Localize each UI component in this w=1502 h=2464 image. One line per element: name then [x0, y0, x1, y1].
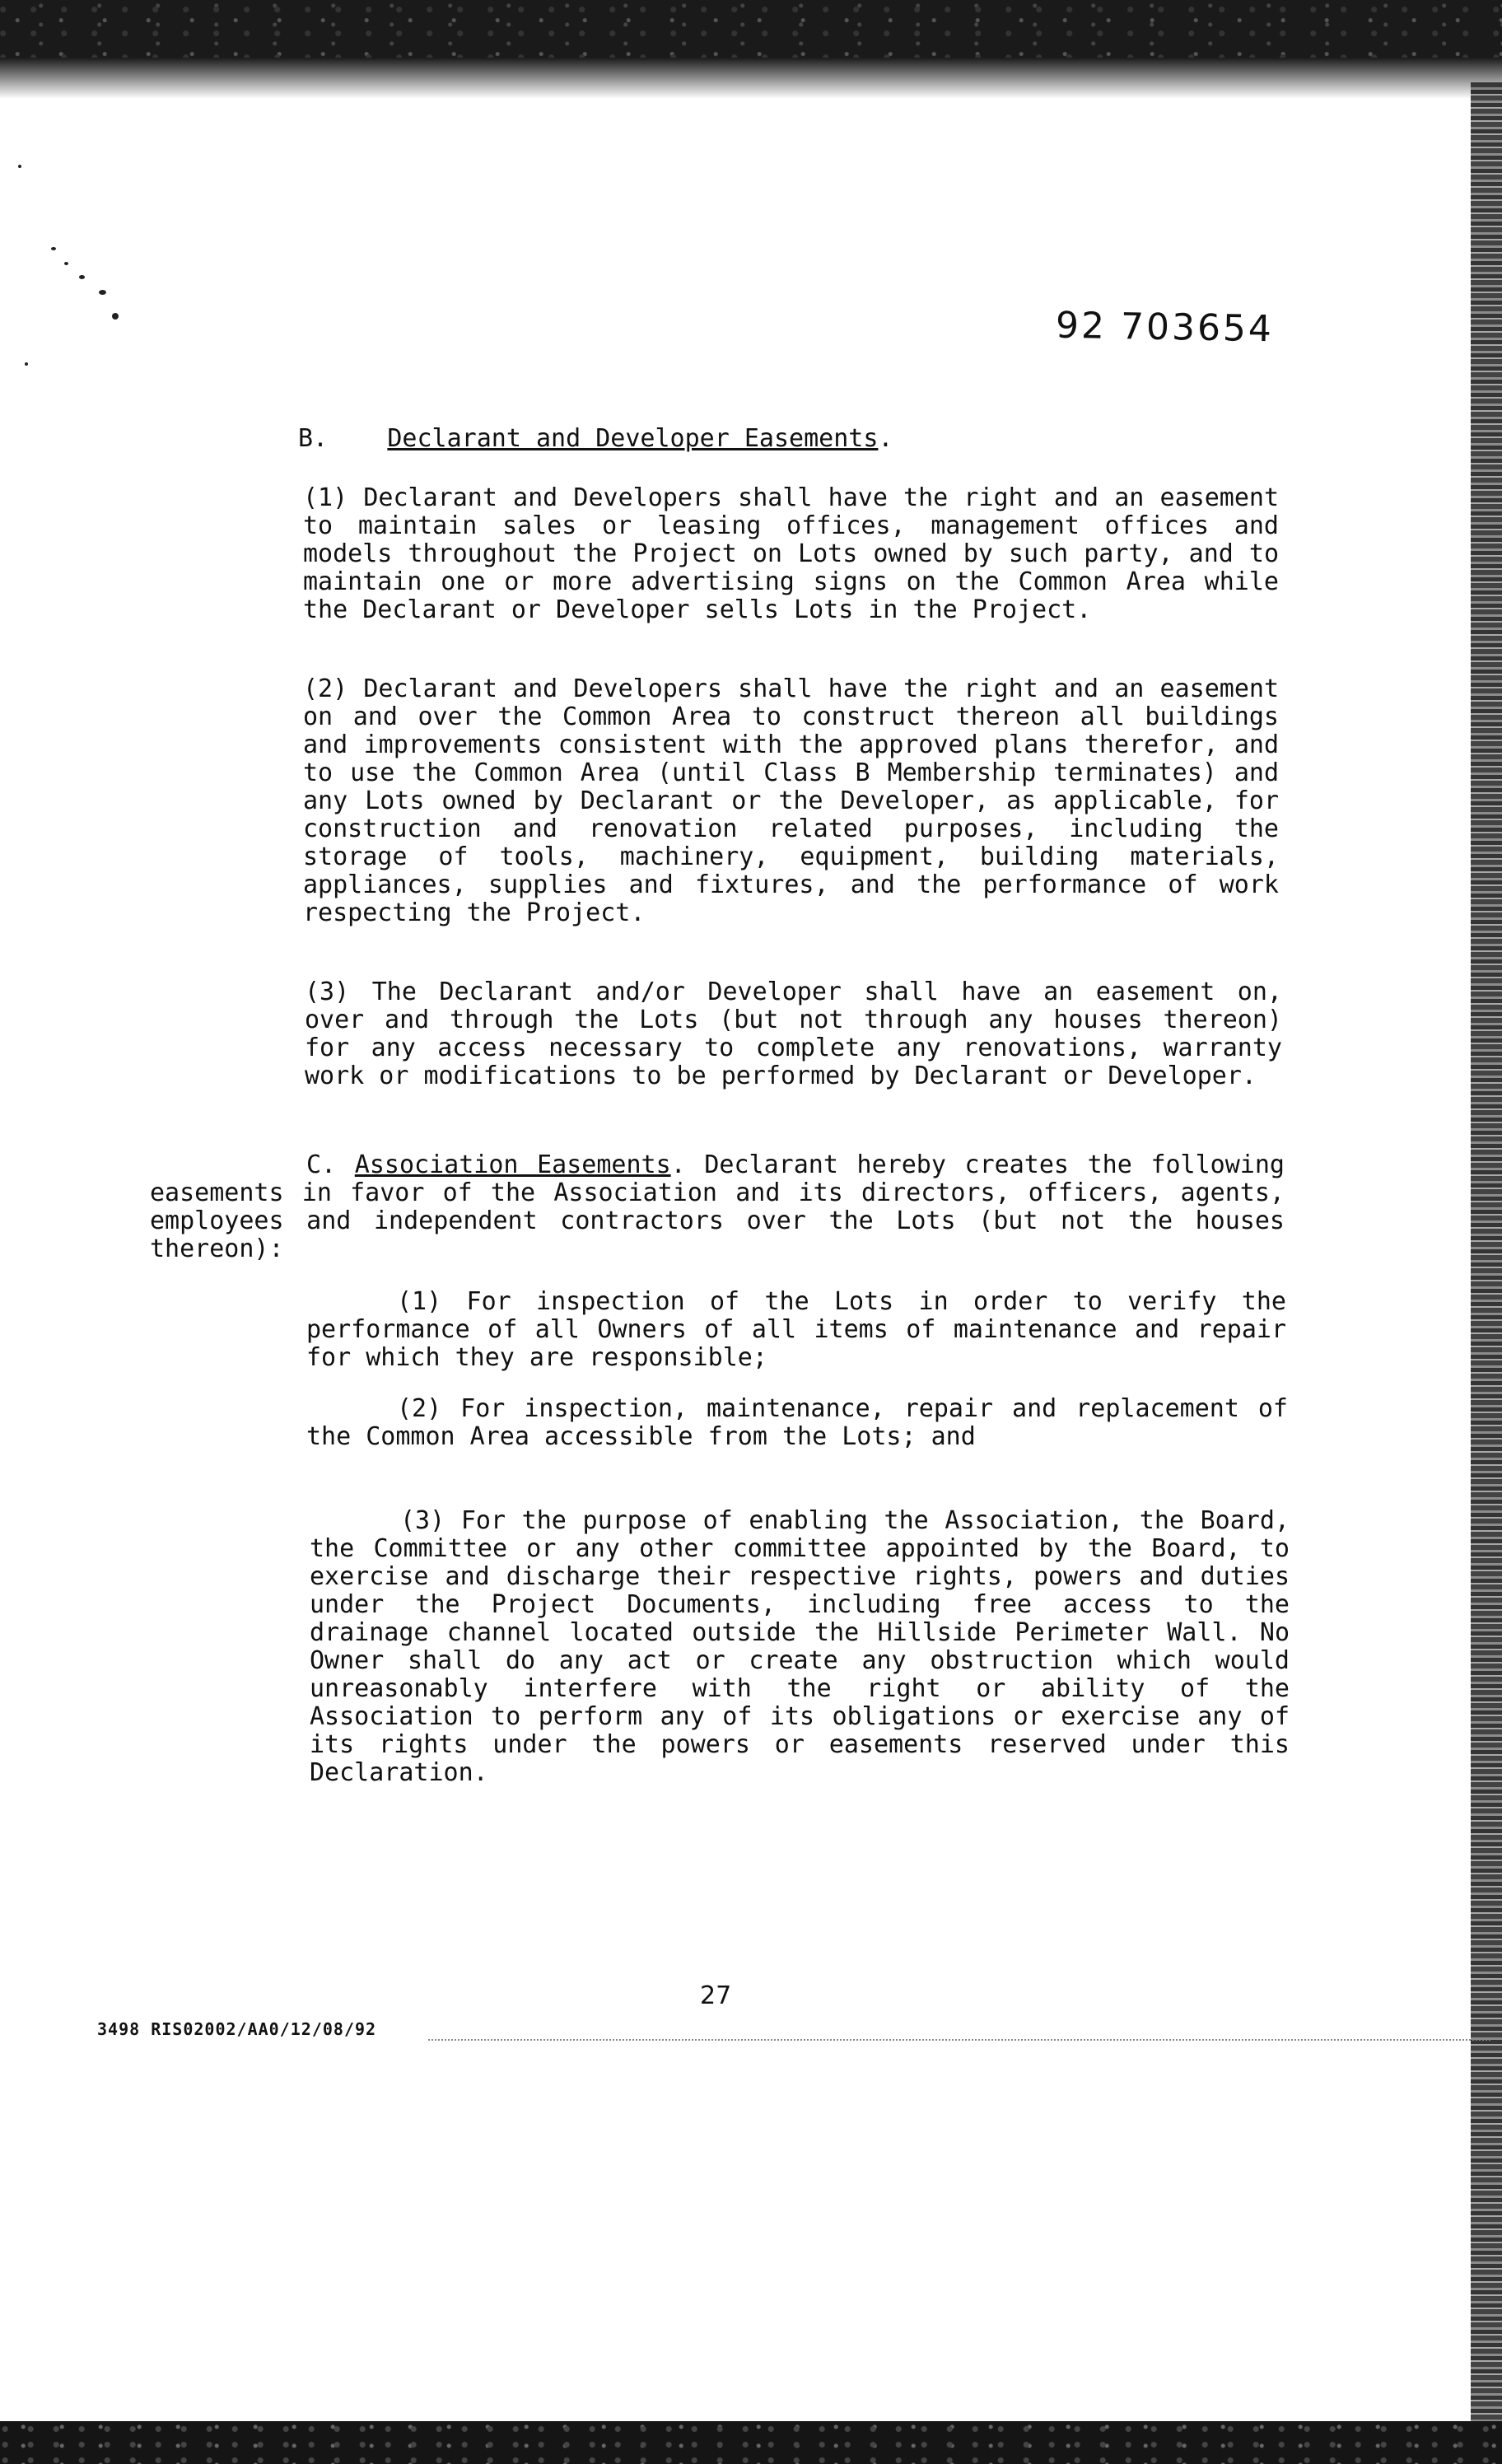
section-b-title: Declarant and Developer Easements [387, 424, 879, 453]
scan-speck [18, 165, 21, 168]
section-c-intro [150, 1151, 1285, 1263]
footer-code: 3498 RIS02002/AA0/12/08/92 [97, 2019, 377, 2039]
section-c-label: C. [306, 1150, 337, 1179]
scan-speck [25, 362, 28, 366]
section-b-paragraph-2: (2) Declarant and Developers shall have the right and an easement on and over the Common Area to construct thereon all buildings and improvements consistent with the approved plans therefor, and to use the Common Area (until Class B Membership terminates) and any Lots owned by Declarant or the Developer, as applicable, for construction and renovation related purposes, including the storage of tools, machinery, equipment, building materials, appliances, supplies and fixtures, and the performance of work respecting the Project. [303, 674, 1279, 927]
scan-speck [79, 275, 85, 279]
scan-edge-bottom [0, 2421, 1502, 2464]
scan-edge-top-fade [0, 58, 1502, 99]
section-b-heading [298, 424, 893, 453]
section-c-paragraph-3: (3) For the purpose of enabling the Association, the Board, the Committee or any other committee appointed by the Board, to exercise and discharge their respective rights, powers and duties under the Project Documents, including free access to the drainage channel located outside the Hillside Perimeter Wall. No Owner shall do any act or create any obstruction which would unreasonably interfere with the right or ability of the Association to perform any of its obligations or exercise any of its rights under the powers or easements reserved under this Declaration. [310, 1506, 1290, 1787]
section-c-paragraph-1: (1) For inspection of the Lots in order to verify the performance of all Owners of all items of maintenance and repair for which they are responsible; [306, 1287, 1286, 1372]
scan-edge-right [1471, 82, 1502, 2438]
section-c-title: Association Easements [354, 1150, 671, 1179]
section-c-paragraph-2: (2) For inspection, maintenance, repair and replacement of the Common Area accessible from the Lots; and [306, 1394, 1288, 1451]
section-c-intro-text: . Declarant hereby creates the following easements in favor of the Association and its directors, officers, agents, employees and independent contractors over the Lots (but not the houses thereon): [150, 1150, 1285, 1263]
section-b-paragraph-1: (1) Declarant and Developers shall have the right and an easement to maintain sales or leasing offices, management offices and models throughout the Project on Lots owned by such party, and to maintain one or more advertising signs on the Common Area while the Declarant or Developer sells Lots in the Project. [303, 483, 1279, 624]
document-number: 92 703654 [1055, 304, 1275, 351]
footer-rule [428, 2039, 1490, 2041]
section-b-title-suffix: . [878, 424, 893, 453]
scan-speck [112, 313, 119, 320]
scan-speck [64, 262, 68, 265]
scan-speck [99, 290, 106, 295]
page-number: 27 [700, 1981, 732, 2010]
scan-speck [51, 247, 56, 250]
section-b-label: B. [298, 424, 329, 453]
section-b-paragraph-3: (3) The Declarant and/or Developer shall have an easement on, over and through the Lots (but not through any houses thereon) for any access necessary to complete any renovations, warranty work or modifications to be performed by Declarant or Developer. [305, 978, 1282, 1090]
